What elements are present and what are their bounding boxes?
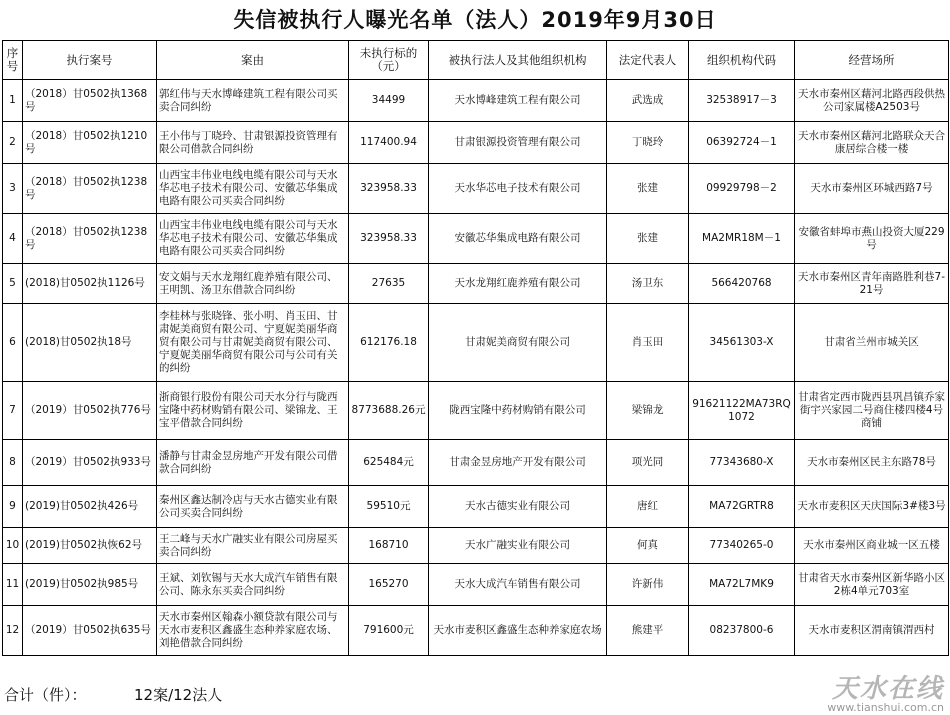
case-cause: 李桂林与张晓锋、张小明、肖玉田、甘肃妮美商贸有限公司、宁夏妮美丽华商贸有限公司与甘肃妮美商贸有限公司、宁夏妮美丽华商贸有限公司与公司有关的纠纷	[157, 304, 349, 382]
legal-representative: 梁锦龙	[607, 382, 689, 440]
unexecuted-amount: 27635	[349, 264, 429, 304]
organization-code: MA2MR18M－1	[689, 214, 795, 264]
organization-name: 甘肃金昱房地产开发有限公司	[429, 440, 607, 486]
table-row	[3, 440, 949, 486]
row-number: 10	[3, 528, 23, 564]
business-address: 天水市秦州区民主东路78号	[795, 440, 949, 486]
row-number: 3	[3, 164, 23, 214]
organization-name: 天水市麦积区鑫盛生态种养家庭农场	[429, 606, 607, 656]
unexecuted-amount: 8773688.26元	[349, 382, 429, 440]
unexecuted-amount: 612176.18	[349, 304, 429, 382]
legal-representative: 唐红	[607, 486, 689, 528]
unexecuted-amount: 791600元	[349, 606, 429, 656]
case-number: （2018）甘0502执1238号	[23, 164, 157, 214]
table-header-row	[3, 41, 949, 80]
unexecuted-amount: 323958.33	[349, 214, 429, 264]
row-number: 4	[3, 214, 23, 264]
table-row	[3, 264, 949, 304]
legal-representative: 项光同	[607, 440, 689, 486]
table-row	[3, 214, 949, 264]
case-number: （2018）甘0502执1238号	[23, 214, 157, 264]
table-row	[3, 606, 949, 656]
table-row	[3, 164, 949, 214]
row-number: 11	[3, 564, 23, 606]
case-cause: 王小伟与丁晓玲、甘肃银源投资管理有限公司借款合同纠纷	[157, 122, 349, 164]
business-address: 天水市秦州区藉河北路联众天合康居综合楼一楼	[795, 122, 949, 164]
total-label: 合计（件）：	[4, 686, 87, 704]
row-number: 8	[3, 440, 23, 486]
legal-representative: 张建	[607, 214, 689, 264]
table-row	[3, 304, 949, 382]
organization-code: MA72L7MK9	[689, 564, 795, 606]
business-address: 天水市秦州区青年南路胜利巷7-21号	[795, 264, 949, 304]
unexecuted-amount: 34499	[349, 80, 429, 122]
legal-representative: 许新伟	[607, 564, 689, 606]
unexecuted-amount: 59510元	[349, 486, 429, 528]
case-cause: 山西宝丰伟业电线电缆有限公司与天水华芯电子技术有限公司、安徽芯华集成电路有限公司买卖合同纠纷	[157, 214, 349, 264]
legal-representative: 熊建平	[607, 606, 689, 656]
unexecuted-amount: 323958.33	[349, 164, 429, 214]
case-cause: 王斌、刘钦锡与天水大成汽车销售有限公司、陈永东买卖合同纠纷	[157, 564, 349, 606]
business-address: 甘肃省定西市陇西县巩昌镇乔家街宇兴家园二号商住楼四楼4号商铺	[795, 382, 949, 440]
legal-representative: 肖玉田	[607, 304, 689, 382]
organization-code: 91621122MA73RQ1072	[689, 382, 795, 440]
business-address: 天水市麦积区天庆国际3#楼3号	[795, 486, 949, 528]
table-row	[3, 122, 949, 164]
case-number: （2019）甘0502执776号	[23, 382, 157, 440]
total-value: 12案/12法人	[134, 686, 223, 704]
header-no: 序号	[3, 41, 23, 80]
unexecuted-amount: 625484元	[349, 440, 429, 486]
header-legal-rep: 法定代表人	[607, 41, 689, 80]
watermark-url: www.tianshui.com.cn	[827, 701, 944, 714]
case-number: (2018)甘0502执18号	[23, 304, 157, 382]
header-case-number: 执行案号	[23, 41, 157, 80]
header-cause: 案由	[157, 41, 349, 80]
legal-representative: 汤卫东	[607, 264, 689, 304]
case-cause: 安文娟与天水龙翔红鹿养殖有限公司、王明凯、汤卫东借款合同纠纷	[157, 264, 349, 304]
organization-code: 34561303-X	[689, 304, 795, 382]
case-cause: 天水市秦州区翰森小额贷款有限公司与天水市麦积区鑫盛生态种养家庭农场、刘艳借款合同纠纷	[157, 606, 349, 656]
business-address: 天水市秦州区环城西路7号	[795, 164, 949, 214]
case-number: （2018）甘0502执1210号	[23, 122, 157, 164]
case-number: （2019）甘0502执635号	[23, 606, 157, 656]
case-cause: 郭红伟与天水博峰建筑工程有限公司买卖合同纠纷	[157, 80, 349, 122]
header-amount: 未执行标的（元）	[349, 41, 429, 80]
organization-code: 32538917－3	[689, 80, 795, 122]
organization-name: 天水古德实业有限公司	[429, 486, 607, 528]
organization-name: 天水华芯电子技术有限公司	[429, 164, 607, 214]
case-cause: 潘静与甘肃金昱房地产开发有限公司借款合同纠纷	[157, 440, 349, 486]
case-number: (2019)甘0502执426号	[23, 486, 157, 528]
unexecuted-amount: 165270	[349, 564, 429, 606]
organization-code: 77343680-X	[689, 440, 795, 486]
row-number: 12	[3, 606, 23, 656]
case-number: (2019)甘0502执恢62号	[23, 528, 157, 564]
organization-name: 安徽芯华集成电路有限公司	[429, 214, 607, 264]
organization-code: 09929798－2	[689, 164, 795, 214]
row-number: 1	[3, 80, 23, 122]
business-address: 安徽省蚌埠市燕山投资大厦229号	[795, 214, 949, 264]
row-number: 7	[3, 382, 23, 440]
organization-name: 甘肃银源投资管理有限公司	[429, 122, 607, 164]
organization-name: 天水广融实业有限公司	[429, 528, 607, 564]
table-row	[3, 528, 949, 564]
business-address: 甘肃省兰州市城关区	[795, 304, 949, 382]
organization-code: 566420768	[689, 264, 795, 304]
case-number: (2019)甘0502执985号	[23, 564, 157, 606]
header-address: 经营场所	[795, 41, 949, 80]
header-org-code: 组织机构代码	[689, 41, 795, 80]
organization-name: 天水博峰建筑工程有限公司	[429, 80, 607, 122]
row-number: 6	[3, 304, 23, 382]
organization-code: 06392724－1	[689, 122, 795, 164]
row-number: 5	[3, 264, 23, 304]
legal-representative: 武选成	[607, 80, 689, 122]
organization-name: 甘肃妮美商贸有限公司	[429, 304, 607, 382]
organization-code: 08237800-6	[689, 606, 795, 656]
organization-name: 天水大成汽车销售有限公司	[429, 564, 607, 606]
legal-representative: 丁晓玲	[607, 122, 689, 164]
legal-representative: 何真	[607, 528, 689, 564]
case-cause: 浙商银行股份有限公司天水分行与陇西宝隆中药材购销有限公司、梁锦龙、王宝平借款合同纠纷	[157, 382, 349, 440]
business-address: 天水市秦州区藉河北路西段供热公司家属楼A2503号	[795, 80, 949, 122]
organization-name: 陇西宝隆中药材购销有限公司	[429, 382, 607, 440]
table-row	[3, 486, 949, 528]
row-number: 9	[3, 486, 23, 528]
unexecuted-amount: 117400.94	[349, 122, 429, 164]
watermark-logo: 天水在线	[831, 674, 944, 704]
site-watermark	[827, 668, 944, 714]
page-title: 失信被执行人曝光名单（法人）2019年9月30日	[233, 8, 717, 32]
legal-representative: 张建	[607, 164, 689, 214]
table-row	[3, 564, 949, 606]
business-address: 甘肃省天水市秦州区新华路小区2栋4单元703室	[795, 564, 949, 606]
case-number: （2018）甘0502执1368号	[23, 80, 157, 122]
row-number: 2	[3, 122, 23, 164]
unexecuted-amount: 168710	[349, 528, 429, 564]
case-number: （2019）甘0502执933号	[23, 440, 157, 486]
total-summary	[4, 684, 222, 705]
business-address: 天水市麦积区渭南镇渭西村	[795, 606, 949, 656]
table-row	[3, 382, 949, 440]
business-address: 天水市秦州区商业城一区五楼	[795, 528, 949, 564]
table-row	[3, 80, 949, 122]
header-organization: 被执行法人及其他组织机构	[429, 41, 607, 80]
case-number: (2018)甘0502执1126号	[23, 264, 157, 304]
case-cause: 山西宝丰伟业电线电缆有限公司与天水华芯电子技术有限公司、安徽芯华集成电路有限公司买卖合同纠纷	[157, 164, 349, 214]
case-cause: 王二峰与天水广融实业有限公司房屋买卖合同纠纷	[157, 528, 349, 564]
organization-name: 天水龙翔红鹿养殖有限公司	[429, 264, 607, 304]
blacklist-table	[2, 40, 949, 656]
organization-code: MA72GRTR8	[689, 486, 795, 528]
organization-code: 77340265-0	[689, 528, 795, 564]
case-cause: 秦州区鑫达制冷店与天水古德实业有限公司买卖合同纠纷	[157, 486, 349, 528]
